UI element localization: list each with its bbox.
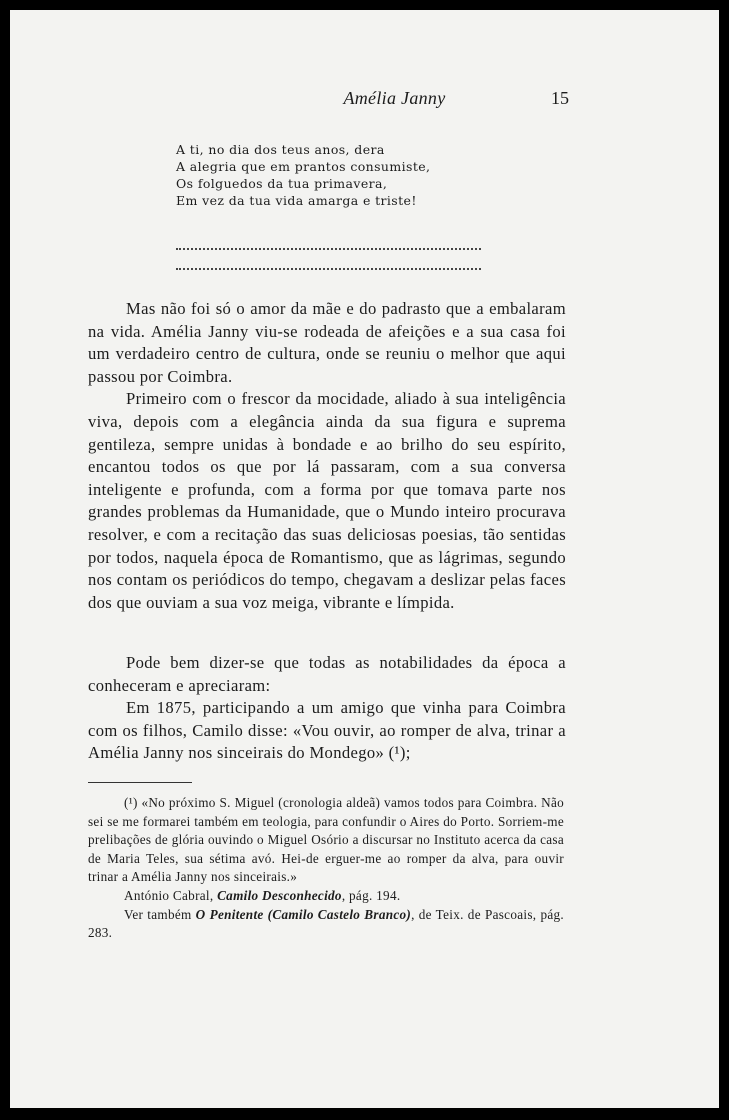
footnote-source [88, 906, 564, 943]
footnote-divider [88, 782, 192, 783]
paragraph: Mas não foi só o amor da mãe e do padrasto que a embalaram na vida. Amélia Janny viu-se rodeada de afeições e a sua casa foi um verdadeiro centro de cultura, onde se reuniu o melhor que aqui passou por Coimbra. [88, 299, 566, 386]
source-suffix: , pág. 194. [341, 887, 401, 903]
footnote-text: (¹) «No próximo S. Miguel (cronologia aldeã) vamos todos para Coimbra. Não sei se me formarei também em teologia, para confundir o Aires do Porto. Sorriem-me prelibações de glória ouvindo o Miguel Osório a discursar no Instituto acerca da casa de Maria Teles, sua sétima avó. Hei-de erguer-me ao romper da alva, para ouvir trinar a Amélia Janny nos sinceirais.» [88, 795, 564, 885]
poem-line: A ti, no dia dos teus anos, dera [176, 142, 385, 157]
source-title: O Penitente (Camilo Castelo Branco) [195, 906, 412, 922]
source-suffix: , de Teix. de Pascoais, pág. 283. [88, 906, 564, 941]
footnote-source [88, 887, 564, 906]
book-page [10, 10, 719, 1108]
poem-stanza [176, 141, 430, 209]
source-title: Camilo Desconhecido [217, 887, 342, 903]
source-prefix: Ver também [124, 906, 196, 922]
poem-line: A alegria que em prantos consumiste, [176, 159, 431, 174]
page-header [10, 88, 719, 114]
ellipsis-line [176, 248, 481, 250]
page-number: 15 [551, 88, 569, 108]
paragraph: Pode bem dizer-se que todas as notabilidades da época a conheceram e apreciaram: [88, 653, 566, 695]
body-section-2 [88, 652, 566, 765]
source-prefix: António Cabral, [124, 887, 218, 903]
running-title: Amélia Janny [343, 88, 446, 108]
ellipsis-line [176, 268, 481, 270]
poem-line: Os folguedos da tua primavera, [176, 176, 388, 191]
footnotes [88, 794, 564, 943]
poem-line: Em vez da tua vida amarga e triste! [176, 193, 417, 208]
paragraph: Em 1875, participando a um amigo que vinha para Coimbra com os filhos, Camilo disse: «Vou ouvir, ao romper de alva, trinar a Amélia Janny nos sinceirais do Mondego» (¹); [88, 698, 566, 763]
body-section-1 [88, 298, 566, 614]
paragraph: Primeiro com o frescor da mocidade, aliado à sua inteligência viva, depois com a elegância ainda da sua figura e suprema gentileza, sempre unidas à bondade e ao brilho do seu espírito, encantou todos os que por lá passaram, com a sua conversa inteligente e profunda, com a forma por que tomava parte nos grandes problemas da Humanidade, que o Mundo inteiro procurava resolver, e com a recitação das suas deliciosas poesias, tão sentidas por todos, naquela época de Romantismo, que as lágrimas, segundo nos contam os periódicos do tempo, chegavam a deslizar pelas faces dos que ouviam a sua voz meiga, vibrante e límpida. [88, 389, 566, 612]
